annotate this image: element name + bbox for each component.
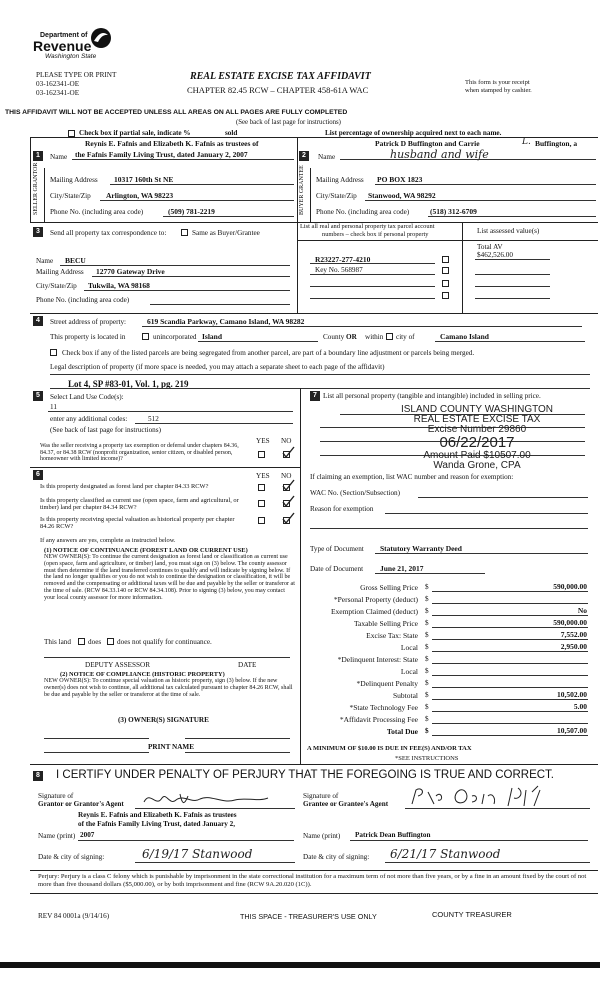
located-in-label: This property is located in	[50, 333, 126, 341]
partial-sale-checkbox[interactable]	[68, 130, 75, 137]
field-underline	[310, 263, 435, 264]
field-underline	[432, 615, 588, 616]
grantee-date-city-handwritten: 6/21/17 Stanwood	[390, 847, 501, 861]
grantee-mailing-value[interactable]: PO BOX 1823	[377, 175, 423, 184]
dollar-sign: $	[425, 583, 429, 591]
divider	[297, 222, 298, 313]
exemption-yes-checkbox[interactable]	[258, 451, 265, 458]
checkmark-icon	[281, 495, 295, 509]
parcel-header-1: List all real and personal property tax parcel account	[300, 223, 435, 230]
key-number-value: Key No. 568987	[315, 266, 363, 274]
receipt-note-2: when stamped by cashier.	[465, 87, 532, 94]
form-code-2: 03-162341-OE	[36, 89, 80, 97]
grantee-middle-initial: L.	[522, 137, 531, 147]
historic-yes-checkbox[interactable]	[258, 517, 265, 524]
field-underline	[310, 528, 588, 529]
or-label: OR	[346, 333, 357, 341]
field-underline	[135, 862, 295, 863]
additional-codes-label: enter any additional codes:	[50, 415, 128, 423]
field-underline	[365, 200, 596, 201]
divider	[30, 467, 300, 468]
dollar-sign: $	[425, 619, 429, 627]
grantee-date-city-label: Date & city of signing:	[303, 853, 370, 861]
parcel-number-value[interactable]: R23227-277-4210	[315, 255, 371, 264]
field-underline	[72, 159, 294, 160]
dollar-sign: $	[425, 691, 429, 699]
see-back-instructions: (See back of last page for instructions)	[236, 119, 341, 126]
tax-row-label: Excise Tax: State	[366, 631, 418, 640]
divider	[297, 137, 298, 222]
divider	[30, 137, 31, 222]
stamp-signer: Wanda Grone, CPA	[433, 460, 521, 471]
revision-code: REV 84 0001a (9/14/16)	[38, 912, 110, 920]
field-underline	[310, 286, 435, 287]
field-underline	[198, 341, 318, 342]
dollar-sign: $	[425, 727, 429, 735]
buyer-grantee-side-label: BUYER GRANTEE	[299, 165, 305, 215]
field-underline	[375, 573, 485, 574]
field-underline	[84, 290, 290, 291]
divider	[462, 222, 463, 313]
land-use-label: Select Land Use Code(s):	[50, 393, 124, 401]
personal-property-checkbox-3[interactable]	[442, 280, 449, 287]
print-name-label: PRINT NAME	[148, 743, 194, 751]
field-underline	[100, 200, 294, 201]
city-of-checkbox[interactable]	[386, 333, 393, 340]
field-underline	[405, 808, 590, 809]
field-underline	[310, 298, 435, 299]
grantee-print-name: Patrick Dean Buffington	[355, 831, 431, 839]
divider	[310, 168, 311, 222]
grantor-city-label: City/State/Zip	[50, 192, 91, 200]
logo-revenue-text: Revenue	[33, 38, 92, 54]
within-label: within	[365, 333, 384, 341]
personal-property-checkbox-1[interactable]	[442, 256, 449, 263]
grantor-print-name-3: 2007	[80, 831, 95, 839]
section-6-number: 6	[33, 470, 43, 480]
exemption-claim-label: If claiming an exemption, list WAC number and reason for exemption:	[310, 473, 514, 481]
section-8-number: 8	[33, 771, 43, 781]
form-code-1: 03-162341-OE	[36, 80, 80, 88]
field-underline	[78, 840, 294, 841]
grantor-name-print-label: Name (print)	[38, 832, 76, 840]
field-underline	[375, 184, 596, 185]
seller-grantor-side-label: SELLER GRANTOR	[33, 162, 39, 215]
list-percentage-note: List percentage of ownership acquired next to each name.	[325, 129, 502, 137]
grantor-date-city-handwritten: 6/19/17 Stanwood	[142, 847, 253, 861]
personal-property-checkbox-4[interactable]	[442, 292, 449, 299]
form-title: REAL ESTATE EXCISE TAX AFFIDAVIT	[190, 71, 371, 82]
field-underline	[350, 840, 588, 841]
owner-signature-label: (3) OWNER(S) SIGNATURE	[118, 716, 209, 724]
tax-row-label: Total Due	[386, 727, 418, 736]
legal-description-label: Legal description of property (if more space is needed, you may attach a separate sheet to each page of the affidavit)	[50, 363, 385, 371]
forest-yes-checkbox[interactable]	[258, 484, 265, 491]
tax-row-label: Exemption Claimed (deduct)	[330, 607, 418, 616]
tax-row-label: *Personal Property (deduct)	[333, 595, 418, 604]
field-underline	[475, 286, 550, 287]
grantor-phone-value[interactable]: (509) 781-2219	[168, 207, 215, 216]
no-header: NO	[281, 437, 292, 445]
divider	[30, 137, 598, 138]
divider	[30, 764, 598, 765]
field-underline	[432, 651, 588, 652]
personal-property-checkbox-2[interactable]	[442, 267, 449, 274]
tax-row-label: Gross Selling Price	[360, 583, 418, 592]
doc-type-label: Type of Document	[310, 545, 364, 553]
field-underline	[435, 341, 585, 342]
field-underline	[44, 657, 290, 658]
doc-date-label: Date of Document	[310, 565, 364, 573]
grantor-phone-label: Phone No. (including area code)	[50, 208, 144, 216]
tax-row-label: Local	[400, 643, 418, 652]
street-address-value[interactable]: 619 Scandia Parkway, Camano Island, WA 98282	[147, 317, 305, 326]
no-header-6: NO	[281, 472, 292, 480]
form-chapter: CHAPTER 82.45 RCW – CHAPTER 458-61A WAC	[187, 85, 369, 95]
field-underline	[432, 723, 588, 724]
tax-row-label: Local	[400, 667, 418, 676]
receipt-note-1: This form is your receipt	[465, 79, 530, 86]
grantee-mailing-label: Mailing Address	[316, 176, 364, 184]
tax-row-value[interactable]: 5.00	[573, 702, 587, 711]
stamp-amount-paid: Amount Paid $10507.00	[423, 450, 531, 461]
tax-row-label: *Delinquent Penalty	[356, 679, 418, 688]
tax-row-value[interactable]: 2,950.00	[560, 642, 587, 651]
current-use-question: Is this property classified as current use (open space, farm and agricultural, or timber) land per chapter 84.34 RCW?	[40, 497, 239, 512]
field-underline	[432, 639, 588, 640]
tax-row-label: *Delinquent Interest: State	[337, 655, 418, 664]
yes-header-6: YES	[256, 472, 270, 480]
send-correspondence-label: Send all property tax correspondence to:	[50, 229, 167, 237]
grantor-city-value[interactable]: Arlington, WA 98223	[106, 191, 174, 200]
land-does-not-checkbox[interactable]	[107, 638, 114, 645]
grantor-name-line1[interactable]: Reynis E. Fafnis and Elizabeth K. Fafnis as trustees of	[85, 139, 259, 148]
tax-row-label: Subtotal	[392, 691, 418, 700]
if-yes-note: If any answers are yes, complete as instructed below.	[40, 537, 176, 544]
deputy-assessor-label: DEPUTY ASSESSOR	[85, 661, 151, 669]
grantee-handwritten-note: husband and wife	[390, 148, 489, 161]
grantor-name-line2[interactable]: the Fafnis Family Living Trust, dated January 2, 2007	[75, 150, 248, 159]
street-address-label: Street address of property:	[50, 318, 127, 326]
dollar-sign: $	[425, 679, 429, 687]
notice-compliance-text: NEW OWNER(S): To continue special valuation as historic property, sign (3) below. If the new owner(s) does not wish to continue, all additional tax calculated pursuant to chapter 84.26 RCW, shall be due and payable by the seller or transferor at the time of sale.	[44, 678, 293, 698]
tax-mailing-label: Mailing Address	[36, 268, 84, 276]
tax-mailing-value[interactable]: 12770 Gateway Drive	[96, 267, 165, 276]
same-as-buyer-label: Same as Buyer/Grantee	[192, 229, 260, 237]
legal-description-value[interactable]: Lot 4, SP #83-01, Vol. 1, pg. 219	[68, 379, 189, 389]
divider	[30, 893, 598, 894]
segregated-label: Check box if any of the listed parcels are being segregated from another parcel, are part of a boundary line adjustment or parcels being merged.	[62, 349, 475, 357]
county-value[interactable]: Island	[202, 332, 223, 341]
divider	[297, 240, 598, 241]
grantee-phone-value[interactable]: (518) 312-6709	[430, 207, 477, 216]
field-underline	[385, 513, 588, 514]
grantor-name-label: Name	[50, 153, 68, 161]
field-underline	[185, 752, 290, 753]
field-underline	[432, 627, 588, 628]
please-type: PLEASE TYPE OR PRINT	[36, 71, 117, 79]
section-1-number: 1	[33, 151, 43, 161]
doc-type-value[interactable]: Statutory Warranty Deed	[380, 544, 462, 553]
dollar-sign: $	[425, 667, 429, 675]
field-underline	[432, 699, 588, 700]
section-4-number: 4	[33, 316, 43, 326]
dollar-sign: $	[425, 715, 429, 723]
segregated-checkbox[interactable]	[50, 349, 57, 356]
date-label: DATE	[238, 661, 257, 669]
field-underline	[375, 553, 588, 554]
tax-row-value[interactable]: 10,507.00	[557, 726, 587, 735]
checkmark-icon	[281, 446, 295, 460]
see-instructions-note: *SEE INSTRUCTIONS	[395, 755, 459, 762]
tax-phone-label: Phone No. (including area code)	[36, 296, 130, 304]
grantor-signature-label-2: Grantor or Grantor's Agent	[38, 800, 124, 808]
grantor-date-city-label: Date & city of signing:	[38, 853, 105, 861]
total-av-label: Total AV	[477, 243, 503, 251]
personal-property-label: List all personal property (tangible and intangible) included in selling price.	[323, 392, 541, 400]
field-underline	[135, 808, 295, 809]
stamp-tax: REAL ESTATE EXCISE TAX	[413, 414, 541, 425]
field-underline	[92, 276, 290, 277]
county-label: County	[323, 333, 345, 341]
field-underline	[475, 259, 550, 260]
grantee-name-value-2[interactable]: Buffington, a	[535, 139, 578, 148]
exemption-question: Was the seller receiving a property tax exemption or deferral under chapters 84.36, 84.37, or 84.38 RCW (nonprofit organization, senior citizen, or disabled person, homeowner with limited income)?	[40, 443, 239, 463]
section-7-number: 7	[310, 391, 320, 401]
field-underline	[44, 738, 149, 739]
unincorporated-label: unincorporated	[153, 333, 197, 341]
field-underline	[340, 159, 596, 160]
current-use-yes-checkbox[interactable]	[258, 500, 265, 507]
does-not-label: does not qualify for continuance.	[117, 638, 212, 646]
reason-label: Reason for exemption	[310, 505, 374, 513]
tax-row-value[interactable]: 590,000.00	[553, 618, 587, 627]
grantor-mailing-label: Mailing Address	[50, 176, 98, 184]
tax-row-label: *State Technology Fee	[349, 703, 418, 712]
tax-row-value[interactable]: No	[577, 606, 587, 615]
field-underline	[50, 374, 590, 375]
section-2-number: 2	[299, 151, 309, 161]
land-does-checkbox[interactable]	[78, 638, 85, 645]
field-underline	[135, 423, 293, 424]
grantee-name-value[interactable]: Patrick D Buffington and Carrie	[375, 139, 480, 148]
field-underline	[432, 663, 588, 664]
grantor-signature	[140, 788, 290, 810]
minimum-fee-note: A MINIMUM OF $10.00 IS DUE IN FEE(S) AND/OR TAX	[307, 745, 472, 752]
section-5-number: 5	[33, 391, 43, 401]
dor-logo-icon	[90, 27, 112, 49]
partial-sale-label: Check box if partial sale, indicate %	[79, 129, 191, 137]
this-land-label: This land	[44, 638, 71, 646]
field-underline	[142, 326, 582, 327]
forest-land-question: Is this property designated as forest land per chapter 84.33 RCW?	[40, 483, 209, 490]
notice-continuance-text: NEW OWNER(S): To continue the current designation as forest land or classification as current use (open space, farm and agriculture, or timber) land, you must sign on (3) below. The county assessor must then determine if the land transferred continues to qualify and will indicate by signing below. If the land no longer qualifies or you do not wish to continue the designation or classification, it will be removed and the compensating or additional taxes will be due and payable by the seller or transferor at the time of sale. (RCW 84.33.140 or RCW 84.34.108). Prior to signing (3) below, you may contact your local county assessor for more information.	[44, 554, 295, 601]
tax-row-value[interactable]: 590,000.00	[553, 582, 587, 591]
does-label: does	[88, 638, 102, 646]
field-underline	[432, 711, 588, 712]
dollar-sign: $	[425, 655, 429, 663]
divider	[30, 870, 598, 871]
dollar-sign: $	[425, 643, 429, 651]
grantee-signature-label-2: Grantee or Grantee's Agent	[303, 800, 389, 808]
historic-question: Is this property receiving special valuation as historical property per chapter 84.26 RCW?	[40, 516, 235, 531]
grantee-name-label: Name	[318, 153, 336, 161]
county-treasurer-label: COUNTY TREASURER	[432, 910, 512, 919]
wac-label: WAC No. (Section/Subsection)	[310, 489, 401, 497]
field-underline	[385, 862, 590, 863]
field-underline	[60, 265, 290, 266]
field-underline	[418, 497, 588, 498]
tax-name-value[interactable]: BECU	[65, 256, 86, 265]
field-underline	[432, 603, 588, 604]
stamp-date: 06/22/2017	[439, 434, 515, 451]
field-underline	[432, 675, 588, 676]
section-3-number: 3	[33, 227, 43, 237]
field-underline	[428, 216, 596, 217]
grantee-city-value[interactable]: Stanwood, WA 98292	[368, 191, 436, 200]
tax-city-label: City/State/Zip	[36, 282, 77, 290]
field-underline	[432, 591, 588, 592]
field-underline	[44, 752, 149, 753]
unincorporated-checkbox[interactable]	[142, 333, 149, 340]
field-underline	[50, 388, 590, 389]
completion-warning: THIS AFFIDAVIT WILL NOT BE ACCEPTED UNLESS ALL AREAS ON ALL PAGES ARE FULLY COMPLETED	[5, 109, 348, 116]
treasurer-space-label: THIS SPACE - TREASURER'S USE ONLY	[240, 912, 377, 921]
field-underline	[185, 738, 290, 739]
certify-statement: I CERTIFY UNDER PENALTY OF PERJURY THAT THE FOREGOING IS TRUE AND CORRECT.	[56, 769, 554, 781]
grantor-print-name-1: Reynis E. Fafnis and Elizabeth K. Fafnis as trustees	[78, 811, 237, 819]
field-underline	[475, 298, 550, 299]
tax-row-value[interactable]: 7,552.00	[560, 630, 587, 639]
grantor-mailing-value[interactable]: 10317 160th St NE	[114, 175, 174, 184]
land-use-see-back: (See back of last page for instructions)	[50, 426, 161, 434]
grantee-phone-label: Phone No. (including area code)	[316, 208, 410, 216]
logo-dept-line: Department of	[40, 32, 88, 39]
field-underline	[475, 274, 550, 275]
same-as-buyer-checkbox[interactable]	[181, 229, 188, 236]
dollar-sign: $	[425, 607, 429, 615]
tax-name-label: Name	[36, 257, 54, 265]
dollar-sign: $	[425, 631, 429, 639]
field-underline	[110, 184, 294, 185]
tax-row-value[interactable]: 10,502.00	[557, 690, 587, 699]
checkmark-icon	[281, 512, 295, 526]
field-underline	[150, 304, 290, 305]
stamp-excise-number: Excise Number 29860	[427, 424, 527, 435]
grantor-signature-label-1: Signature of	[38, 792, 74, 800]
notice-continuance-title: (1) NOTICE OF CONTINUANCE (FOREST LAND OR CURRENT USE)	[44, 547, 248, 554]
perjury-notice: Perjury: Perjury is a class C felony which is punishable by imprisonment in the state correctional institution for a maximum term of not more than five years, or by a fine in an amount fixed by the court of not more than five thousand dollars ($5,000.00), or by both imprisonment and fine (RCW 9A.20.020 (1C)).	[38, 873, 587, 888]
logo-state-line: Washington State	[45, 53, 97, 60]
assessed-header: List assessed value(s)	[477, 227, 540, 235]
city-of-label: city of	[396, 333, 415, 341]
divider	[30, 313, 598, 314]
tax-city-value[interactable]: Tukwila, WA 98168	[88, 281, 150, 290]
field-underline	[48, 411, 293, 412]
grantor-print-name-2: of the Fafnis Family Living Trust, dated January 2,	[78, 820, 236, 828]
grantee-name-print-label: Name (print)	[303, 832, 341, 840]
field-underline	[310, 274, 435, 275]
sold-label: sold	[225, 129, 238, 137]
parcel-header-2: numbers – check box if personal property	[322, 231, 429, 238]
total-av-value[interactable]: $462,526.00	[477, 251, 513, 259]
dollar-sign: $	[425, 703, 429, 711]
stamp-county: ISLAND COUNTY WASHINGTON	[400, 404, 554, 415]
land-use-value[interactable]: 11	[50, 403, 57, 411]
additional-codes-value[interactable]: 512	[148, 415, 159, 423]
grantee-signature-label-1: Signature of	[303, 792, 339, 800]
divider	[44, 168, 45, 222]
yes-header: YES	[256, 437, 270, 445]
field-underline	[432, 735, 588, 736]
doc-date-value[interactable]: June 21, 2017	[380, 564, 424, 573]
field-underline	[432, 687, 588, 688]
tax-row-label: Taxable Selling Price	[353, 619, 418, 628]
field-underline	[163, 216, 294, 217]
grantee-city-label: City/State/Zip	[316, 192, 357, 200]
checkmark-icon	[281, 479, 295, 493]
scan-edge-bar	[0, 962, 600, 968]
city-of-value[interactable]: Camano Island	[440, 332, 489, 341]
notice-compliance-title: (2) NOTICE OF COMPLIANCE (HISTORIC PROPERTY)	[60, 671, 225, 678]
grantee-signature	[408, 784, 558, 810]
tax-row-label: *Affidavit Processing Fee	[339, 715, 418, 724]
dollar-sign: $	[425, 595, 429, 603]
